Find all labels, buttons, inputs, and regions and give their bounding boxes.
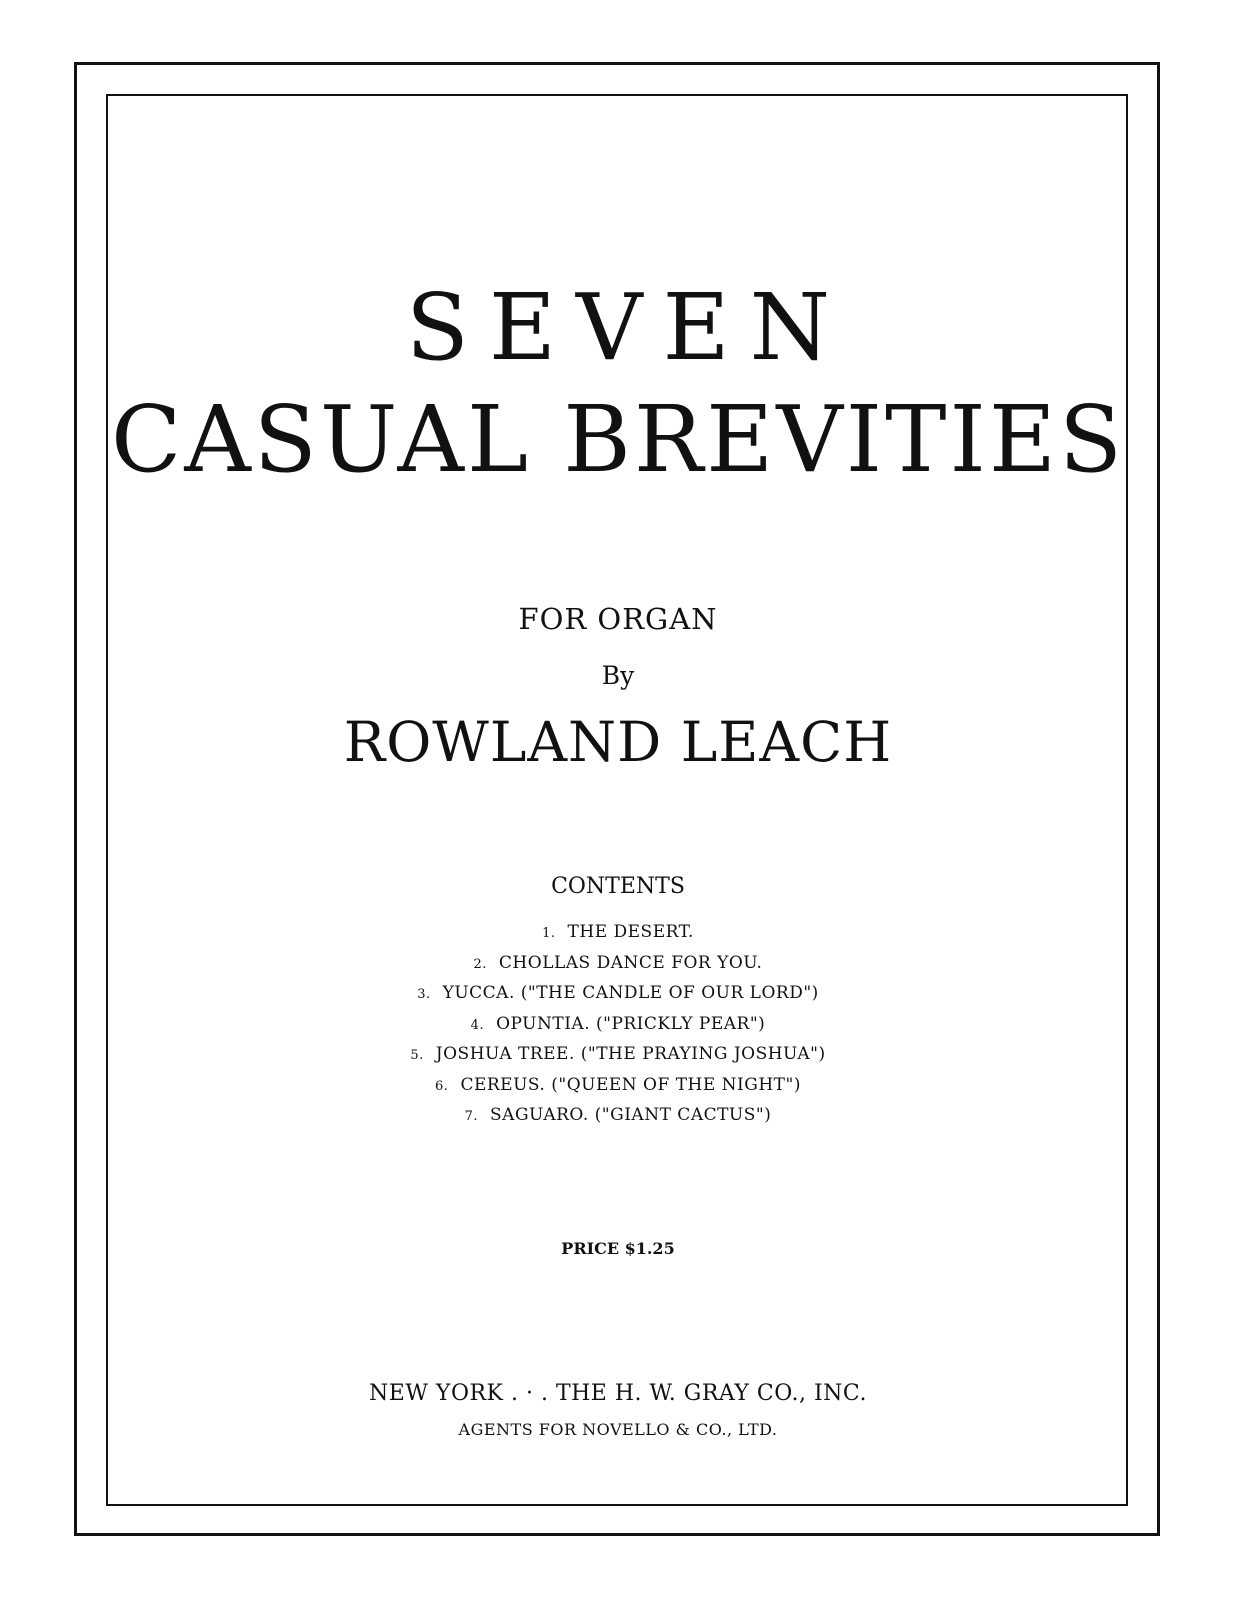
- publisher-line: NEW YORK . · . THE H. W. GRAY CO., INC.: [369, 1381, 867, 1406]
- contents-item-number: 1.: [542, 926, 556, 941]
- contents-item: [0, 918, 1236, 949]
- contents-item-number: 3.: [417, 987, 431, 1002]
- contents-item-number: 2.: [473, 956, 487, 972]
- instrument-label: FOR ORGAN: [518, 602, 718, 636]
- by-label: By: [601, 661, 635, 690]
- contents-heading: CONTENTS: [551, 874, 685, 899]
- contents-item: [0, 1010, 1236, 1041]
- contents-item: [0, 1071, 1236, 1102]
- composer-name: ROWLAND LEACH: [343, 710, 893, 774]
- contents-list: [0, 918, 1236, 1132]
- contents-item-title: SAGUARO. ("GIANT CACTUS"): [490, 1105, 772, 1125]
- title-line-2: CASUAL BREVITIES: [110, 386, 1126, 493]
- contents-item-title: CEREUS. ("QUEEN OF THE NIGHT"): [460, 1074, 801, 1095]
- contents-item-number: 7.: [464, 1109, 479, 1124]
- contents-item: [0, 979, 1236, 1010]
- contents-item-title: YUCCA. ("THE CANDLE OF OUR LORD"): [442, 983, 819, 1003]
- contents-item-number: 6.: [435, 1078, 449, 1094]
- contents-item-number: 5.: [410, 1048, 424, 1063]
- title-line-1: SEVEN: [405, 274, 851, 381]
- agents-line: AGENTS FOR NOVELLO & CO., LTD.: [458, 1420, 778, 1439]
- contents-item: [0, 949, 1236, 980]
- price-label: PRICE $1.25: [561, 1239, 675, 1258]
- contents-item-title: OPUNTIA. ("PRICKLY PEAR"): [496, 1013, 766, 1034]
- contents-item-number: 4.: [470, 1017, 485, 1033]
- contents-item-title: JOSHUA TREE. ("THE PRAYING JOSHUA"): [435, 1044, 826, 1064]
- contents-item: [0, 1040, 1236, 1071]
- contents-item-title: THE DESERT.: [567, 922, 694, 942]
- contents-item: [0, 1101, 1236, 1132]
- contents-item-title: CHOLLAS DANCE FOR YOU.: [498, 952, 763, 973]
